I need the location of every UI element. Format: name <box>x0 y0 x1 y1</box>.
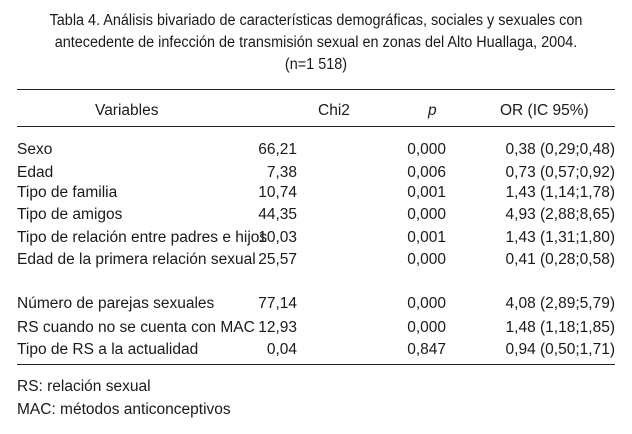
table-row-or: 4,08 (2,89;5,79) <box>505 295 615 312</box>
table-row-p: 0,001 <box>407 229 446 246</box>
table-row-variable: Tipo de amigos <box>17 206 123 223</box>
table-row-or: 0,94 (0,50;1,71) <box>505 341 615 358</box>
header-p: p <box>428 102 437 119</box>
table-row-variable: Edad <box>17 164 54 181</box>
table-row-variable: RS cuando no se cuenta con MAC <box>17 319 255 336</box>
table-row-chi2: 12,93 <box>258 319 297 336</box>
table-row-p: 0,006 <box>407 164 446 181</box>
table-row-p: 0,000 <box>407 251 446 268</box>
table-row-variable: Sexo <box>17 141 53 158</box>
table-row-chi2: 10,74 <box>258 184 297 201</box>
table-row-or: 1,48 (1,18;1,85) <box>505 319 615 336</box>
table-row-chi2: 44,35 <box>258 206 297 223</box>
table-row-p: 0,001 <box>407 184 446 201</box>
table-row-variable: Tipo de relación entre padres e hijos <box>17 229 268 246</box>
table-row-chi2: 7,38 <box>266 164 297 181</box>
table-row-or: 4,93 (2,88;8,65) <box>505 206 615 223</box>
table-row-chi2: 77,14 <box>258 295 297 312</box>
footnote-rs: RS: relación sexual <box>17 378 151 395</box>
table-caption <box>22 10 610 76</box>
table-row-p: 0,847 <box>407 341 446 358</box>
footnote-mac: MAC: métodos anticonceptivos <box>17 401 231 418</box>
caption-line-2: antecedente de infección de transmisión sexual en zonas del Alto Huallaga, 2004. <box>54 34 578 51</box>
table-row-chi2: 10,03 <box>258 229 297 246</box>
table-row-or: 1,43 (1,14;1,78) <box>505 184 615 201</box>
table-row-chi2: 0,04 <box>266 341 297 358</box>
table-row-p: 0,000 <box>407 206 446 223</box>
table-row-p: 0,000 <box>407 295 446 312</box>
table-row-chi2: 25,57 <box>258 251 297 268</box>
header-chi2: Chi2 <box>318 102 350 119</box>
table-row-chi2: 66,21 <box>258 141 297 158</box>
header-or: OR (IC 95%) <box>500 102 589 119</box>
table-row-variable: Tipo de RS a la actualidad <box>17 341 199 358</box>
bottom-rule <box>17 364 615 365</box>
caption-line-3: (n=1 518) <box>284 56 348 73</box>
top-rule <box>17 89 615 90</box>
table-row-variable: Número de parejas sexuales <box>17 295 215 312</box>
table-row-or: 0,41 (0,28;0,58) <box>505 251 615 268</box>
table-row-p: 0,000 <box>407 141 446 158</box>
header-rule <box>17 126 615 127</box>
table-row-variable: Edad de la primera relación sexual <box>17 251 256 268</box>
table-row-p: 0,000 <box>407 319 446 336</box>
table-row-or: 0,73 (0,57;0,92) <box>505 164 615 181</box>
header-variables: Variables <box>95 102 159 119</box>
table-row-variable: Tipo de familia <box>17 184 118 201</box>
table-row-or: 1,43 (1,31;1,80) <box>505 229 615 246</box>
table-row-or: 0,38 (0,29;0,48) <box>505 141 615 158</box>
caption-line-1: Tabla 4. Análisis bivariado de características demográficas, sociales y sexuales con <box>49 12 583 29</box>
